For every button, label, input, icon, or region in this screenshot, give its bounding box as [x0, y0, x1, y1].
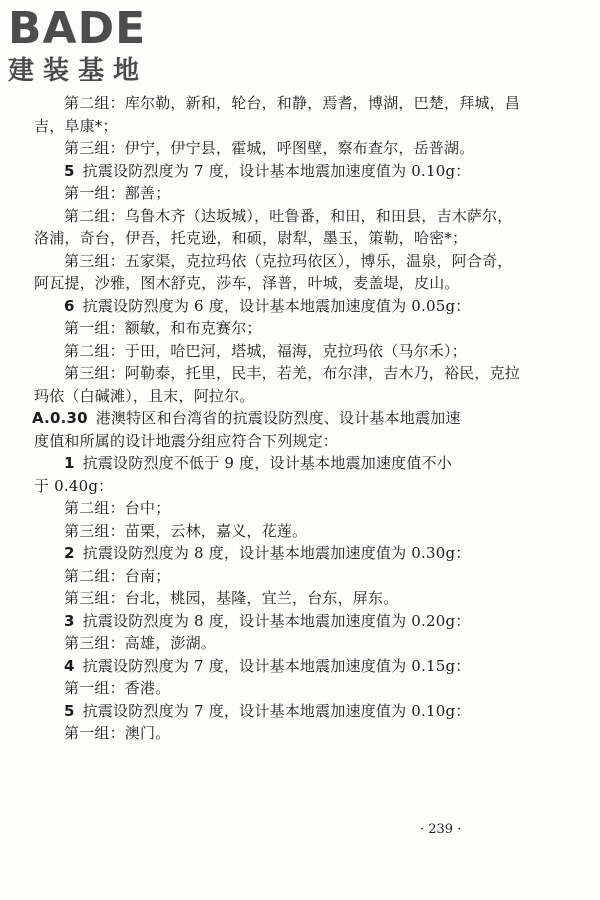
line-text: 抗震设防烈度不低于 9 度，设计基本地震加速度值不小 [82, 454, 452, 472]
page-number: · 239 · [420, 822, 462, 837]
line-text: 于 0.40g： [34, 476, 114, 495]
line-text: 第一组：香港。 [64, 679, 171, 697]
line-text: 港澳特区和台湾省的抗震设防烈度、设计基本地震加速 [95, 409, 461, 427]
text-line [34, 385, 496, 408]
line-text: 度值和所属的设计地震分组应符合下列规定： [34, 431, 339, 450]
line-text: 第三组：五家渠，克拉玛依（克拉玛依区），博乐，温泉，阿合奇， [64, 251, 513, 270]
item-heading-line [34, 610, 496, 633]
text-line [34, 565, 496, 588]
item-number: 2 [64, 544, 75, 562]
line-text: 玛依（白碱滩），且末，阿拉尔。 [34, 386, 255, 405]
text-line [34, 137, 496, 160]
text-line [34, 340, 496, 363]
logo-wordmark: BADE [8, 3, 147, 54]
text-line [34, 430, 496, 453]
text-line [34, 272, 496, 295]
line-text: 洛浦，奇台，伊吾，托克逊，和硕，尉犁，墨玉，策勒，哈密*； [34, 229, 468, 247]
text-line [34, 722, 496, 745]
text-line [34, 250, 513, 273]
line-text: 吉，阜康*； [34, 116, 118, 135]
text-line [34, 205, 513, 228]
item-heading-line [34, 700, 496, 723]
text-line [34, 182, 496, 205]
item-heading-line [34, 160, 496, 183]
bade-logo [8, 3, 178, 88]
line-text: 第一组：澳门。 [64, 724, 171, 742]
line-text: 第一组：鄯善； [64, 184, 171, 202]
text-line [34, 362, 521, 385]
line-text: 第二组：台中； [64, 499, 171, 517]
item-number: 4 [64, 656, 75, 675]
item-heading-line [34, 452, 496, 475]
line-text: 阿瓦提，沙雅，图木舒克，莎车，泽普，叶城，麦盖堤，皮山。 [34, 274, 460, 292]
text-line [34, 92, 521, 115]
line-text: 第二组：乌鲁木齐（达坂城），吐鲁番，和田，和田县，吉木萨尔， [64, 206, 513, 225]
item-number: 1 [64, 454, 75, 472]
item-heading-line [34, 295, 496, 318]
line-text: 抗震设防烈度为 7 度，设计基本地震加速度值为 0.10g： [82, 161, 471, 180]
line-text: 抗震设防烈度为 6 度，设计基本地震加速度值为 0.05g： [82, 296, 471, 315]
item-number: 6 [64, 296, 75, 315]
line-text: 第三组：阿勒泰，托里，民丰，若羌，布尔津，吉木乃，裕民，克拉 [64, 364, 521, 382]
line-text: 抗震设防烈度为 8 度，设计基本地震加速度值为 0.30g： [82, 544, 471, 562]
clause-number: A.0.30 [32, 409, 88, 427]
line-text: 抗震设防烈度为 7 度，设计基本地震加速度值为 0.15g： [82, 656, 471, 675]
line-text: 第三组：苗栗，云林，嘉义，花莲。 [64, 521, 308, 540]
item-number: 5 [64, 161, 75, 180]
item-number: 5 [64, 701, 75, 720]
item-number: 3 [64, 611, 75, 630]
text-line [34, 227, 496, 250]
text-line [34, 115, 496, 138]
line-text: 抗震设防烈度为 8 度，设计基本地震加速度值为 0.20g： [82, 611, 471, 630]
item-heading-line [34, 542, 496, 565]
line-text: 抗震设防烈度为 7 度，设计基本地震加速度值为 0.10g： [82, 701, 471, 720]
text-line [34, 677, 496, 700]
text-line [34, 587, 496, 610]
line-text: 第三组：伊宁，伊宁县，霍城，呼图壁，察布查尔，岳普湖。 [64, 139, 475, 157]
item-heading-line [34, 655, 496, 678]
text-line [34, 475, 496, 498]
line-text: 第三组：高雄，澎湖。 [64, 634, 217, 652]
text-line [34, 317, 496, 340]
logo-subtitle: 建装基地 [8, 56, 149, 86]
text-line [34, 520, 496, 543]
line-text: 第二组：库尔勒，新和，轮台，和静，焉耆，博湖，巴楚，拜城，昌 [64, 94, 521, 112]
section-heading-line [32, 407, 496, 430]
line-text: 第三组：台北，桃园，基隆，宜兰，台东，屏东。 [64, 589, 399, 607]
line-text: 第二组：于田，哈巴河，塔城，福海，克拉玛依（马尔禾）； [64, 341, 467, 360]
line-text: 第一组：额敏，和布克赛尔； [64, 319, 262, 337]
text-line [34, 497, 496, 520]
document-body [32, 92, 521, 745]
line-text: 第二组：台南； [64, 566, 171, 585]
text-line [34, 632, 496, 655]
